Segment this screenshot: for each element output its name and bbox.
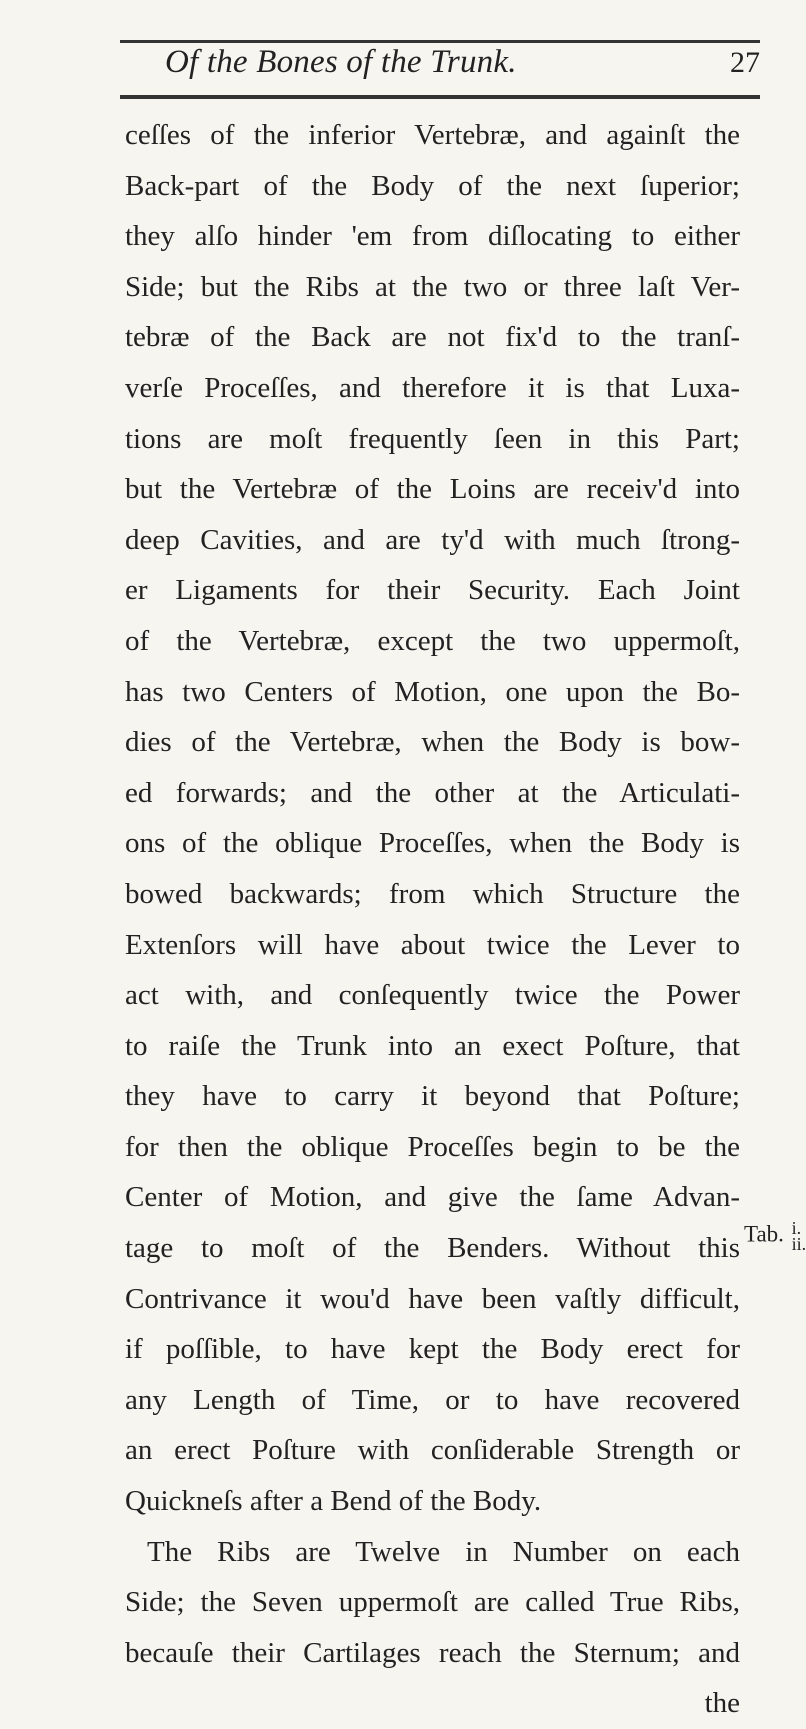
text-line: tebræ of the Back are not fix'd to the tranſ-: [125, 321, 740, 354]
text-line: Extenſors will have about twice the Lever to: [125, 928, 740, 961]
text-line: but the Vertebræ of the Loins are receiv'd into: [125, 473, 740, 506]
text-line: Center of Motion, and give the ſame Advan-: [125, 1181, 740, 1214]
page-header: [165, 44, 760, 94]
margin-note-refs: [792, 1220, 806, 1252]
text-line: for then the oblique Proceſſes begin to be the: [125, 1130, 740, 1163]
text-line: becauſe their Cartilages reach the Sternum; and: [125, 1636, 740, 1669]
text-line: ons of the oblique Proceſſes, when the Body is: [125, 827, 740, 860]
text-line: Quickneſs after a Bend of the Body.: [125, 1485, 542, 1518]
text-line: verſe Proceſſes, and therefore it is that Luxa-: [125, 371, 740, 404]
margin-note-ref-2: ii.: [791, 1234, 806, 1254]
text-line: has two Centers of Motion, one upon the Bo-: [125, 675, 740, 708]
text-line: an erect Poſture with conſiderable Strength or: [125, 1434, 740, 1467]
text-line: any Length of Time, or to have recovered: [125, 1383, 740, 1416]
top-rule: [120, 40, 760, 43]
text-line: tage to moſt of the Benders. Without this: [125, 1232, 740, 1265]
margin-note-label: Tab.: [744, 1221, 784, 1247]
catchword: the: [704, 1687, 740, 1720]
text-line: Back-part of the Body of the next ſuperior;: [125, 169, 740, 202]
text-line: dies of the Vertebræ, when the Body is bow-: [125, 726, 740, 759]
running-title: Of the Bones of the Trunk.: [165, 44, 517, 80]
body-text: [125, 110, 740, 1729]
text-line: er Ligaments for their Security. Each Joint: [125, 574, 740, 607]
text-line: ed forwards; and the other at the Articulati-: [125, 776, 740, 809]
text-line: ceſſes of the inferior Vertebræ, and againſt the: [125, 119, 740, 151]
text-line: of the Vertebræ, except the two uppermoſt,: [125, 624, 740, 657]
text-line: The Ribs are Twelve in Number on each: [147, 1535, 740, 1568]
text-line: act with, and conſequently twice the Power: [125, 979, 740, 1012]
text-line: they alſo hinder 'em from diſlocating to either: [125, 220, 740, 253]
text-line: Side; the Seven uppermoſt are called True Ribs,: [125, 1586, 740, 1619]
text-line: to raiſe the Trunk into an exect Poſture, that: [125, 1029, 740, 1062]
page-number: 27: [730, 46, 760, 79]
margin-note: [744, 1220, 806, 1252]
text-line: deep Cavities, and are ty'd with much ſtrong-: [125, 523, 740, 556]
text-line: they have to carry it beyond that Poſture;: [125, 1080, 740, 1113]
header-rule: [120, 95, 760, 99]
text-line: Side; but the Ribs at the two or three laſt Ver-: [125, 270, 740, 303]
margin-note-ref-1: i.: [791, 1218, 802, 1238]
text-line: Contrivance it wou'd have been vaſtly difficult,: [125, 1282, 740, 1315]
text-line: bowed backwards; from which Structure the: [125, 877, 740, 910]
text-line: tions are moſt frequently ſeen in this Part;: [125, 422, 740, 455]
text-line: if poſſible, to have kept the Body erect for: [125, 1333, 740, 1366]
